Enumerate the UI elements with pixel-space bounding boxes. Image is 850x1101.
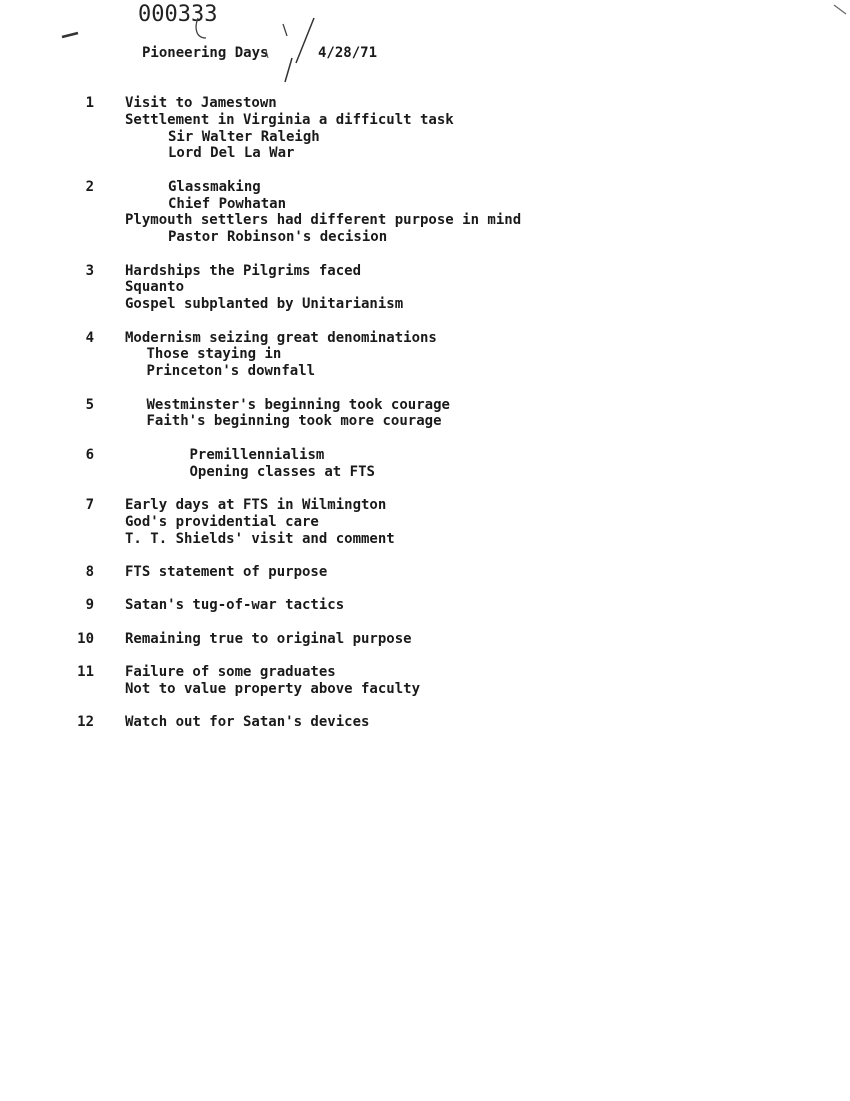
outline-item-line: Remaining true to original purpose xyxy=(125,630,412,647)
outline-item-number: 10 xyxy=(77,630,94,647)
document-date: 4/28/71 xyxy=(318,45,378,61)
outline-item-line: Westminster's beginning took courage xyxy=(146,396,450,413)
outline-item-line: Sir Walter Raleigh xyxy=(168,128,320,145)
outline-item-number: 7 xyxy=(85,497,94,513)
outline-item-number: 6 xyxy=(85,446,94,463)
outline-item-line: Plymouth settlers had different purpose in mind xyxy=(125,212,522,229)
outline-item-number: 3 xyxy=(85,262,94,279)
outline-item-line: Satan's tug-of-war tactics xyxy=(125,597,345,614)
outline-item-line: Opening classes at FTS xyxy=(189,463,375,480)
outline-item-line: Not to value property above faculty xyxy=(125,681,421,697)
outline-item-number: 5 xyxy=(85,396,94,413)
outline-item-line: Those staying in xyxy=(146,346,282,363)
outline-item-number: 11 xyxy=(77,664,94,681)
outline-item-line: Visit to Jamestown xyxy=(125,95,277,111)
outline-item-number: 2 xyxy=(85,178,94,195)
outline-item-line: Princeton's downfall xyxy=(146,363,316,380)
outline-item-line: Pastor Robinson's decision xyxy=(168,229,388,246)
outline-item-line: Early days at FTS in Wilmington xyxy=(125,497,387,513)
outline-item-line: Glassmaking xyxy=(168,178,261,195)
outline-item-line: T. T. Shields' visit and comment xyxy=(125,530,395,547)
outline-item-line: Squanto xyxy=(125,279,185,296)
outline-item-line: Settlement in Virginia a difficult task xyxy=(125,111,454,128)
outline-item-line: Hardships the Pilgrims faced xyxy=(125,262,362,279)
outline-item-line: God's providential care xyxy=(125,513,319,530)
outline-item-line: Premillennialism xyxy=(189,446,325,463)
outline-item-line: Watch out for Satan's devices xyxy=(125,714,370,731)
outline-item-line: FTS statement of purpose xyxy=(125,564,328,580)
document-number: 000333 xyxy=(138,2,218,27)
outline-item-line: Chief Powhatan xyxy=(168,195,287,212)
outline-item-line: Lord Del La War xyxy=(168,145,295,162)
handwritten-marks xyxy=(0,0,850,100)
outline-item-line: Gospel subplanted by Unitarianism xyxy=(125,296,404,313)
outline-item-number: 9 xyxy=(85,597,94,614)
outline-item-number: 8 xyxy=(85,564,94,580)
outline-item-line: Modernism seizing great denominations xyxy=(125,329,437,346)
outline-item-number: 1 xyxy=(85,95,94,111)
outline-item-line: Failure of some graduates xyxy=(125,664,336,681)
outline-item-number: 12 xyxy=(77,714,94,731)
outline-item-line: Faith's beginning took more courage xyxy=(146,413,442,430)
document-title: Pioneering Days xyxy=(142,45,269,61)
outline-item-number: 4 xyxy=(85,329,94,346)
